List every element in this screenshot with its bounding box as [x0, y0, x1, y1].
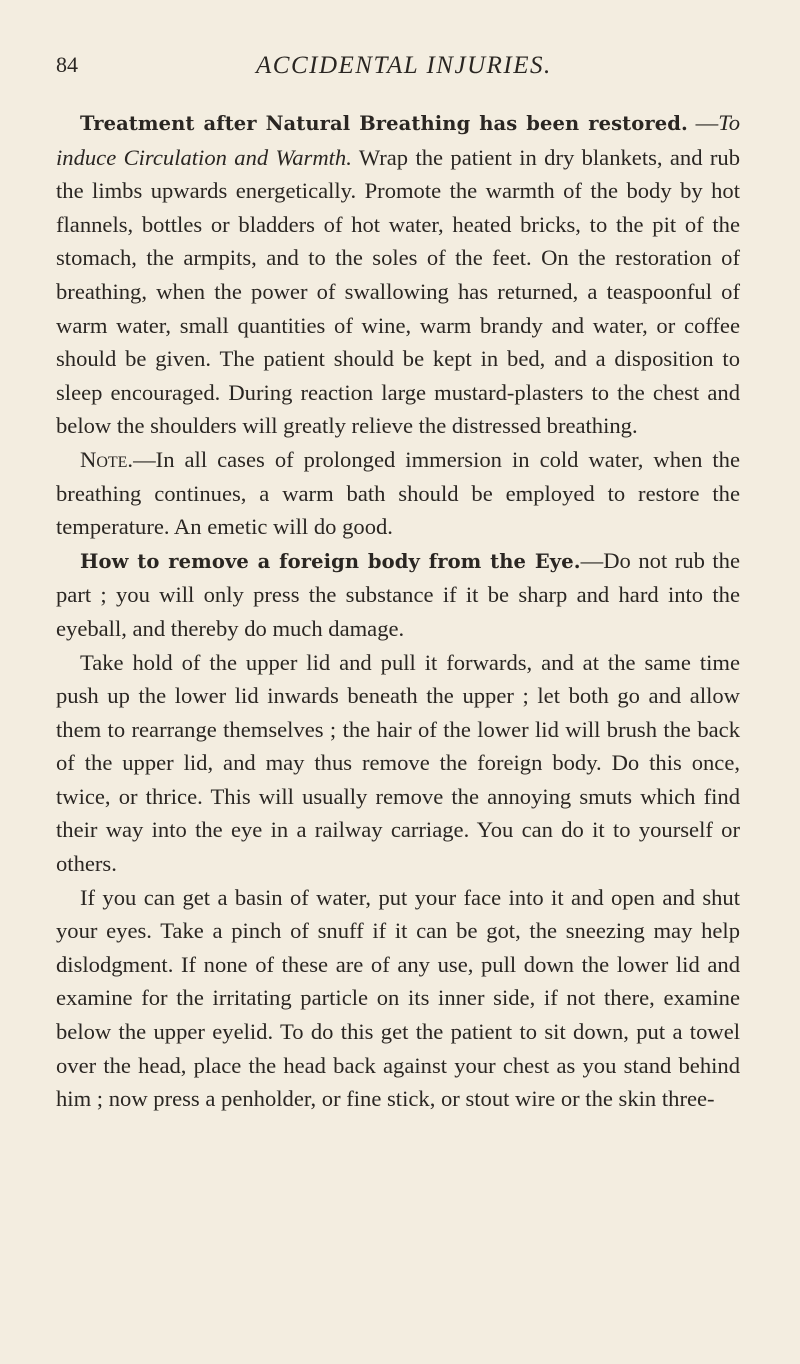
paragraph-text: —Do not rub the part ; you will only press the substance if it be sharp and hard into the eyeball, and thereby do much damage.	[56, 547, 740, 641]
paragraph-text: If you can get a basin of water, put your face into it and open and shut your eyes. Take a pinch of snuff if it can be got, the sneezing may help dislodgment. If none of these are of any use, pull down the lower lid and examine for the irritating particle on its inner side, if not there, examine below the upper eyelid. To do this get the patient to sit down, put a towel over the head, place the head back against your chest as you stand behind him ; now press a penholder, or fine stick, or stout wire or the skin three-	[56, 884, 740, 1112]
paragraph-note	[56, 443, 740, 544]
heading-dash: —	[695, 110, 719, 135]
body-text	[56, 106, 740, 1116]
paragraph-foreign-body-eye	[56, 544, 740, 646]
paragraph-upper-lid	[56, 646, 740, 881]
running-title: ACCIDENTAL INJURIES.	[256, 52, 552, 79]
section-heading-treatment: Treatment after Natural Breathing has been restored.	[80, 112, 688, 135]
paragraph-text: Wrap the patient in dry blankets, and rub the limbs upwards energetically. Promote the warmth of the body by hot flannels, bottles or bladders of hot water, heated bricks, to the pit of the stomach, the armpits, and to the soles of the feet. On the restoration of breathing, when the power of swallowing has returned, a teaspoonful of warm water, small quantities of wine, warm brandy and water, or coffee should be given. The patient should be kept in bed, and a disposition to sleep encouraged. During reaction large mustard-plasters to the chest and below the shoulders will greatly relieve the distressed breathing.	[56, 144, 740, 439]
note-label: Note.	[80, 446, 134, 472]
running-header	[56, 52, 740, 86]
paragraph-text: —In all cases of prolonged immersion in cold water, when the breathing continues, a warm bath should be employed to restore the temperature. An emetic will do good.	[56, 446, 740, 540]
subheading-circulation: To induce Circulation and Warmth.	[56, 110, 740, 170]
page-number: 84	[56, 52, 78, 77]
section-heading-eye: How to remove a foreign body from the Eye.	[80, 549, 581, 573]
paragraph-treatment-after-breathing	[56, 106, 740, 443]
paragraph-text: Take hold of the upper lid and pull it forwards, and at the same time push up the lower lid inwards beneath the upper ; let both go and allow them to rearrange themselves ; the hair of the lower lid will brush the back of the upper lid, and may thus remove the foreign body. Do this once, twice, or thrice. This will usually remove the annoying smuts which find their way into the eye in a railway carriage. You can do it to yourself or others.	[56, 649, 740, 877]
paragraph-basin-of-water	[56, 881, 740, 1116]
